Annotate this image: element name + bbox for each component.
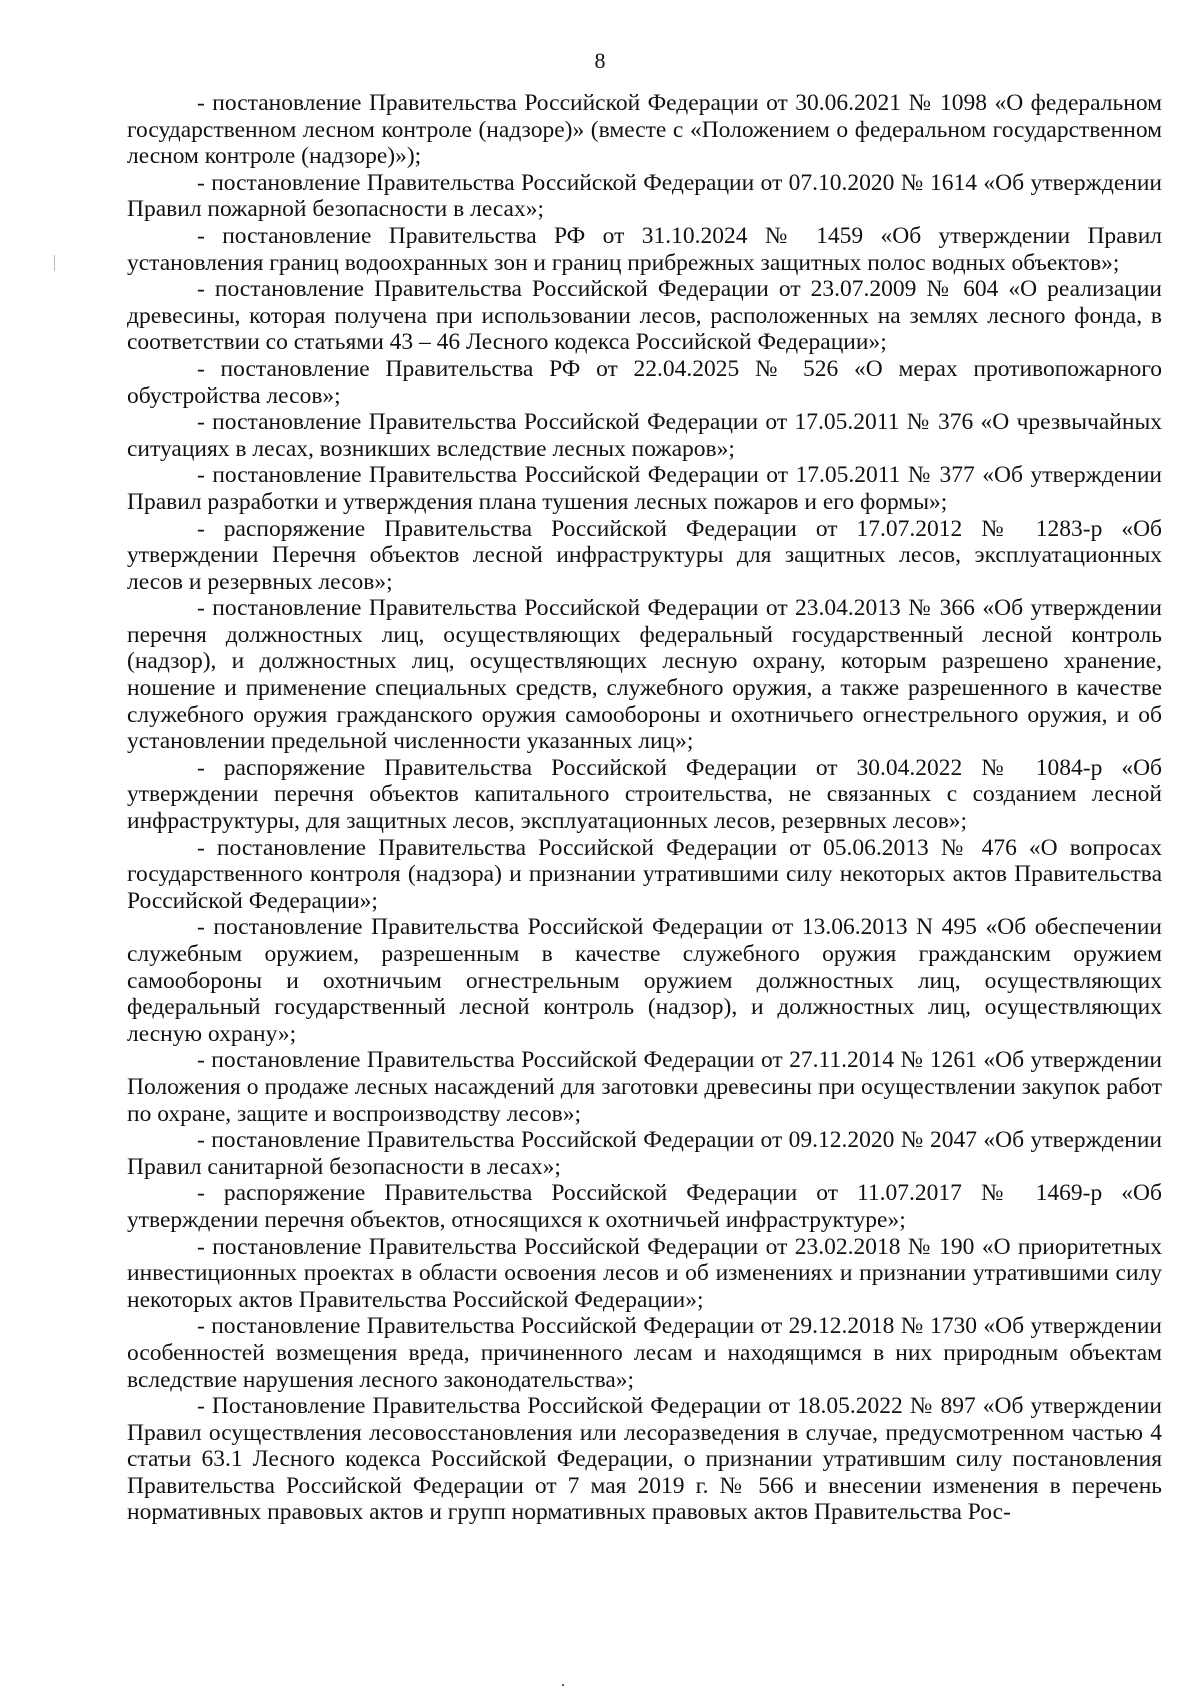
list-item: - постановление Правительства Российской Федерации от 29.12.2018 № 1730 «Об утверждении особенностей возмещения вреда, причиненного лесам и находящимся в них природным объектам вследствие нарушения лесного законодательства»; xyxy=(127,1313,1162,1393)
list-item: - постановление Правительства Российской Федерации от 09.12.2020 № 2047 «Об утверждении Правил санитарной безопасности в лесах»; xyxy=(127,1127,1162,1180)
list-item: - распоряжение Правительства Российской Федерации от 11.07.2017 № 1469-р «Об утверждении перечня объектов, относящихся к охотничьей инфраструктуре»; xyxy=(127,1180,1162,1233)
page-number: 8 xyxy=(594,48,606,73)
list-item: - постановление Правительства Российской Федерации от 05.06.2013 № 476 «О вопросах государственного контроля (надзора) и признании утратившими силу некоторых актов Правительства Российской Федерации»; xyxy=(127,834,1162,914)
list-item: - распоряжение Правительства Российской Федерации от 30.04.2022 № 1084-р «Об утверждении перечня объектов капитального строительства, не связанных с созданием лесной инфраструктуры, для защитных лесов, эксплуатационных лесов, резервных лесов»; xyxy=(127,754,1162,835)
list-item: - постановление Правительства РФ от 31.10.2024 № 1459 «Об утверждении Правил установления границ водоохранных зон и границ прибрежных защитных полос водных объектов»; xyxy=(127,222,1162,276)
list-item: - постановление Правительства Российской Федерации от 30.06.2021 № 1098 «О федеральном государственном лесном контроле (надзоре)» (вместе с «Положением о федеральном государственном лесном контроле (надзоре)»); xyxy=(127,90,1162,170)
list-item: - постановление Правительства Российской Федерации от 23.04.2013 № 366 «Об утверждении перечня должностных лиц, осуществляющих федеральный государственный лесной контроль (надзор), и должностных лиц, осуществляющих лесную охрану, которым разрешено хранение, ношение и применение специальных средств, служебного оружия, а также разрешенного в качестве служебного оружия гражданского оружия самообороны и охотничьего огнестрельного оружия, и об установлении предельной численности указанных лиц»; xyxy=(127,595,1162,755)
list-item: - постановление Правительства РФ от 22.04.2025 № 526 «О мерах противопожарного обустройства лесов»; xyxy=(127,355,1162,409)
document-body xyxy=(127,90,1162,1526)
scan-speck xyxy=(562,1684,564,1686)
list-item: - постановление Правительства Российской Федерации от 23.07.2009 № 604 «О реализации древесины, которая получена при использовании лесов, расположенных на землях лесного фонда, в соответствии со статьями 43 – 46 Лесного кодекса Российской Федерации»; xyxy=(127,276,1162,356)
list-item: - постановление Правительства Российской Федерации от 17.05.2011 № 376 «О чрезвычайных ситуациях в лесах, возникших вследствие лесных пожаров»; xyxy=(127,409,1162,462)
list-item: - распоряжение Правительства Российской Федерации от 17.07.2012 № 1283-р «Об утверждении Перечня объектов лесной инфраструктуры для защитных лесов, эксплуатационных лесов и резервных лесов»; xyxy=(127,515,1162,595)
list-item: - постановление Правительства Российской Федерации от 27.11.2014 № 1261 «Об утверждении Положения о продаже лесных насаждений для заготовки древесины при осуществлении закупок работ по охране, защите и воспроизводству лесов»; xyxy=(127,1047,1162,1127)
list-item: - Постановление Правительства Российской Федерации от 18.05.2022 № 897 «Об утверждении Правил осуществления лесовосстановления или лесоразведения в случае, предусмотренном частью 4 статьи 63.1 Лесного кодекса Российской Федерации, о признании утратившим силу постановления Правительства Российской Федерации от 7 мая 2019 г. № 566 и внесении изменения в перечень нормативных правовых актов и групп нормативных правовых актов Правительства Рос- xyxy=(127,1393,1162,1526)
list-item: - постановление Правительства Российской Федерации от 17.05.2011 № 377 «Об утверждении Правил разработки и утверждения плана тушения лесных пожаров и его формы»; xyxy=(127,462,1162,515)
scan-margin-mark xyxy=(54,255,55,271)
list-item: - постановление Правительства Российской Федерации от 13.06.2013 N 495 «Об обеспечении служебным оружием, разрешенным в качестве служебного оружия гражданским оружием самообороны и охотничьим огнестрельным оружием должностных лиц, осуществляющих федеральный государственный лесной контроль (надзор), и должностных лиц, осуществляющих лесную охрану»; xyxy=(127,914,1162,1047)
list-item: - постановление Правительства Российской Федерации от 07.10.2020 № 1614 «Об утверждении Правил пожарной безопасности в лесах»; xyxy=(127,169,1162,223)
list-item: - постановление Правительства Российской Федерации от 23.02.2018 № 190 «О приоритетных инвестиционных проектах в области освоения лесов и об изменениях и признании утратившими силу некоторых актов Правительства Российской Федерации»; xyxy=(127,1233,1162,1313)
